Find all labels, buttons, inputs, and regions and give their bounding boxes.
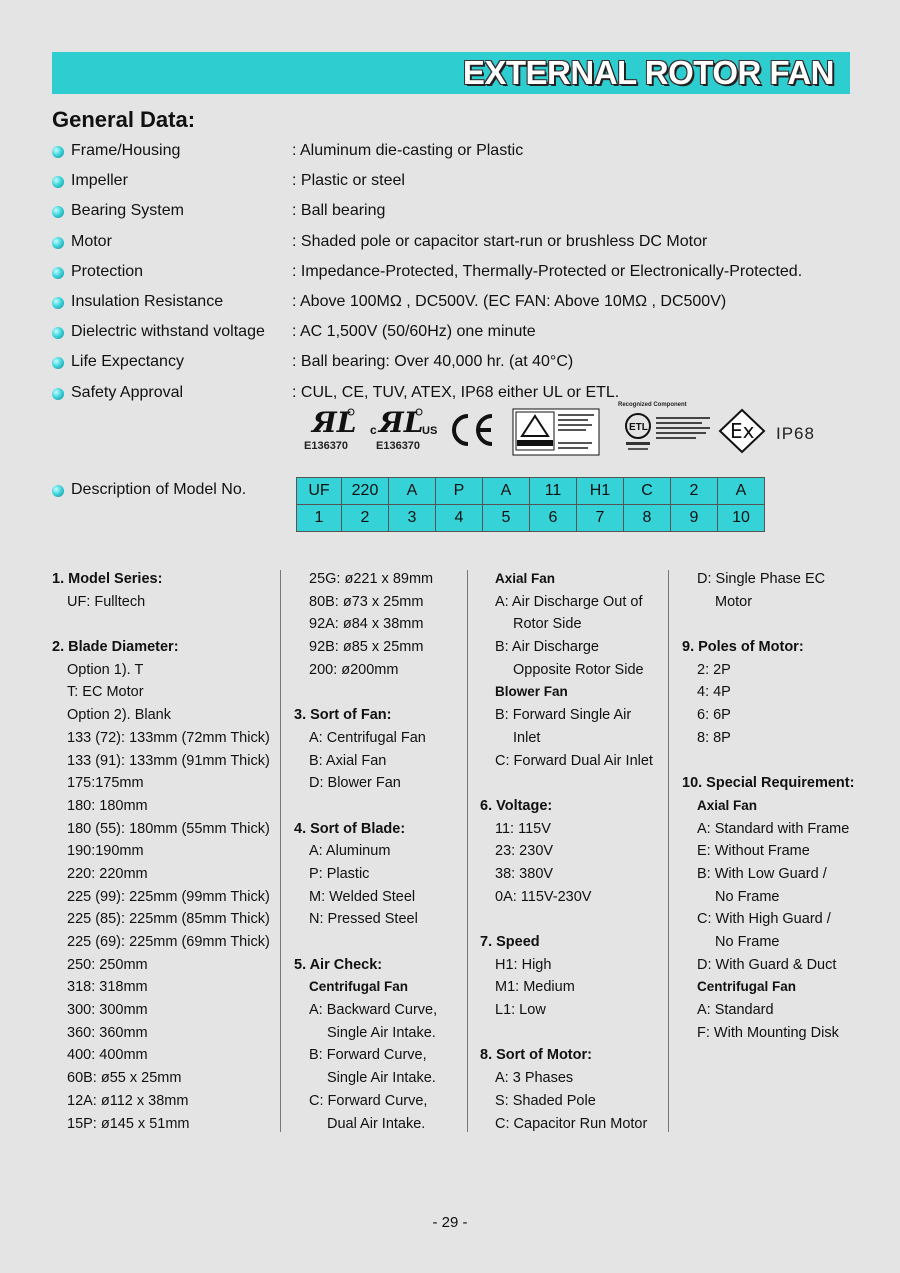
spec-line: 133 (72): 133mm (72mm Thick) xyxy=(67,729,270,746)
model-description-label: Description of Model No. xyxy=(71,481,247,498)
section-heading: 10. Special Requirement: xyxy=(682,775,855,792)
model-code-cell: A xyxy=(389,478,436,505)
spec-line: 8: 8P xyxy=(697,729,731,746)
spec-line: T: EC Motor xyxy=(67,684,144,701)
model-code-table xyxy=(296,477,765,532)
spec-line: 2: 2P xyxy=(697,661,731,678)
model-position-cell: 2 xyxy=(342,505,389,532)
cul-file-number: E136370 xyxy=(376,440,421,452)
spec-line: 4: 4P xyxy=(697,684,731,701)
spec-line: N: Pressed Steel xyxy=(309,911,418,928)
spacer xyxy=(294,795,437,818)
spec-line: C: Capacitor Run Motor xyxy=(495,1115,648,1132)
spec-line: B: Axial Fan xyxy=(309,752,387,769)
spec-line: A: Standard with Frame xyxy=(697,820,850,837)
spec-line: 38: 380V xyxy=(495,865,554,882)
spacer xyxy=(480,908,653,931)
spec-line: B: Air Discharge xyxy=(495,639,599,656)
bullet-icon xyxy=(52,267,64,279)
spacer xyxy=(480,1022,653,1045)
spacer xyxy=(52,613,270,636)
model-position-cell: 10 xyxy=(718,505,765,532)
spec-line: 300: 300mm xyxy=(67,1002,148,1019)
spec-line: D: With Guard & Duct xyxy=(697,956,837,973)
spec-line: Single Air Intake. xyxy=(327,1024,436,1041)
svg-text:c: c xyxy=(370,423,377,437)
spec-line: 25G: ø221 x 89mm xyxy=(309,571,434,587)
atex-ex-icon xyxy=(718,408,766,459)
spec-value: : Impedance-Protected, Thermally-Protected or Electronically-Protected. xyxy=(292,262,803,280)
model-code-cell: UF xyxy=(297,478,342,505)
bullet-icon xyxy=(52,206,64,218)
subsection-heading: Centrifugal Fan xyxy=(309,979,409,995)
spec-line: 92B: ø85 x 25mm xyxy=(309,639,424,656)
spec-line: Single Air Intake. xyxy=(327,1070,436,1087)
spec-line: 225 (69): 225mm (69mm Thick) xyxy=(67,934,270,950)
spec-line: 12A: ø112 x 38mm xyxy=(67,1092,189,1109)
spec-line: C: Forward Curve, xyxy=(309,1092,428,1109)
spec-line: B: Forward Single Air xyxy=(495,707,632,724)
spec-label: Frame/Housing xyxy=(71,142,181,159)
spec-line: 250: 250mm xyxy=(67,956,148,973)
column-divider xyxy=(467,570,468,1132)
spec-value: : Aluminum die-casting or Plastic xyxy=(292,142,524,159)
spec-line: Rotor Side xyxy=(513,616,582,633)
svg-text:ETL: ETL xyxy=(629,422,648,433)
spec-line: B: Forward Curve, xyxy=(309,1047,427,1064)
spec-line: A: Standard xyxy=(697,1002,774,1019)
etl-recognized-text: Recognized Component xyxy=(618,402,687,408)
subsection-heading: Blower Fan xyxy=(495,684,568,700)
spec-value: : Ball bearing xyxy=(292,202,386,220)
subsection-heading: Axial Fan xyxy=(495,571,556,586)
spec-line: 60B: ø55 x 25mm xyxy=(67,1070,182,1087)
model-code-cell: C xyxy=(624,478,671,505)
section-heading: 4. Sort of Blade: xyxy=(294,820,406,837)
spec-value: : Shaded pole or capacitor start-run or brushless DC Motor xyxy=(292,232,708,250)
model-code-cell: H1 xyxy=(577,478,624,505)
bullet-icon xyxy=(52,357,64,369)
spec-line: 23: 230V xyxy=(495,843,554,860)
model-position-cell: 4 xyxy=(436,505,483,532)
spec-line: Option 2). Blank xyxy=(67,707,171,724)
spacer xyxy=(682,750,854,773)
spec-line: C: Forward Dual Air Inlet xyxy=(495,752,653,769)
section-heading: 7. Speed xyxy=(480,934,540,950)
section-heading: 8. Sort of Motor: xyxy=(480,1047,592,1064)
spec-line: 11: 115V xyxy=(495,820,551,837)
spec-line: B: With Low Guard / xyxy=(697,865,827,882)
section-heading: 5. Air Check: xyxy=(294,956,383,973)
spacer xyxy=(294,931,437,954)
section-heading: 2. Blade Diameter: xyxy=(52,639,179,656)
spec-line: 360: 360mm xyxy=(67,1024,148,1041)
section-heading: 3. Sort of Fan: xyxy=(294,707,392,724)
spec-label: Safety Approval xyxy=(71,383,184,401)
spec-line: No Frame xyxy=(715,888,780,905)
ip68-label: IP68 xyxy=(776,424,815,443)
svg-text:US: US xyxy=(422,425,438,437)
spec-line: H1: High xyxy=(495,956,552,973)
spec-line: E: Without Frame xyxy=(697,843,810,860)
section-heading: 1. Model Series: xyxy=(52,571,163,587)
spec-line: C: With High Guard / xyxy=(697,911,831,928)
ul-file-number: E136370 xyxy=(304,440,349,452)
spec-line: 175:175mm xyxy=(67,775,144,792)
model-position-cell: 9 xyxy=(671,505,718,532)
spec-line: F: With Mounting Disk xyxy=(697,1024,839,1041)
subsection-heading: Axial Fan xyxy=(697,797,758,813)
spec-label: Life Expectancy xyxy=(71,353,184,371)
spec-line: A: Air Discharge Out of xyxy=(495,593,643,610)
spec-line: A: 3 Phases xyxy=(495,1070,574,1087)
spec-line: 180 (55): 180mm (55mm Thick) xyxy=(67,820,270,837)
spec-line: Option 1). T xyxy=(67,661,144,678)
spec-line: 200: ø200mm xyxy=(309,661,399,678)
spec-line: M1: Medium xyxy=(495,979,575,996)
spec-line: Opposite Rotor Side xyxy=(513,661,644,678)
bullet-icon xyxy=(52,237,64,249)
spec-line: 225 (85): 225mm (85mm Thick) xyxy=(67,911,270,928)
section-heading: 6. Voltage: xyxy=(480,797,553,814)
model-position-cell: 3 xyxy=(389,505,436,532)
spec-label: Protection xyxy=(71,262,144,280)
spec-line: 220: 220mm xyxy=(67,865,148,882)
spacer xyxy=(480,772,653,795)
model-position-cell: 5 xyxy=(483,505,530,532)
spec-line: Dual Air Intake. xyxy=(327,1115,426,1132)
spacer xyxy=(294,681,437,704)
spec-line: P: Plastic xyxy=(309,865,370,882)
bullet-icon xyxy=(52,327,64,339)
spec-value: : AC 1,500V (50/60Hz) one minute xyxy=(292,323,536,341)
column-3 xyxy=(480,568,653,1135)
spec-line: 318: 318mm xyxy=(67,979,148,996)
bullet-icon xyxy=(52,176,64,188)
spec-line: D: Blower Fan xyxy=(309,775,401,792)
spec-line: M: Welded Steel xyxy=(309,888,416,905)
spec-label: Bearing System xyxy=(71,202,184,220)
general-data-heading: General Data: xyxy=(52,107,196,132)
model-code-cell: A xyxy=(718,478,765,505)
spec-value: : Above 100MΩ , DC500V. (EC FAN: Above 10MΩ , DC500V) xyxy=(292,293,727,310)
spec-line: 400: 400mm xyxy=(67,1047,148,1064)
spec-line: 225 (99): 225mm (99mm Thick) xyxy=(67,888,270,905)
column-divider xyxy=(668,570,669,1132)
bullet-icon xyxy=(52,388,64,400)
spec-label: Motor xyxy=(71,232,112,250)
spec-value: : Plastic or steel xyxy=(292,172,405,190)
page-number: - 29 - xyxy=(432,1214,468,1231)
spec-line: 0A: 115V-230V xyxy=(495,888,592,905)
model-position-cell: 6 xyxy=(530,505,577,532)
spec-line: A: Backward Curve, xyxy=(309,1002,438,1019)
spec-line: D: Single Phase EC xyxy=(697,571,826,587)
spec-line: No Frame xyxy=(715,934,780,950)
svg-text:Ex: Ex xyxy=(730,419,755,443)
model-code-cell: P xyxy=(436,478,483,505)
spec-line: 180: 180mm xyxy=(67,797,148,814)
column-2 xyxy=(294,568,437,1135)
certification-logos xyxy=(298,402,858,456)
spec-label: Impeller xyxy=(71,172,128,190)
model-code-cell: A xyxy=(483,478,530,505)
spec-line: L1: Low xyxy=(495,1002,546,1019)
column-divider xyxy=(280,570,281,1132)
ul-logo-icon xyxy=(302,406,362,456)
spec-line: S: Shaded Pole xyxy=(495,1092,596,1109)
header-banner xyxy=(52,52,850,94)
cul-logo-icon xyxy=(370,406,440,456)
model-code-cell: 2 xyxy=(671,478,718,505)
spec-line: 6: 6P xyxy=(697,707,731,724)
model-codes-row xyxy=(297,478,765,505)
bullet-icon xyxy=(52,485,64,497)
spec-line: 190:190mm xyxy=(67,843,144,860)
spec-label: Insulation Resistance xyxy=(71,293,224,310)
tuv-logo-icon xyxy=(512,408,600,461)
spec-line: 80B: ø73 x 25mm xyxy=(309,593,424,610)
spec-value: : CUL, CE, TUV, ATEX, IP68 either UL or ETL. xyxy=(292,383,620,401)
spec-line: Motor xyxy=(715,593,753,610)
spec-line: A: Aluminum xyxy=(309,843,391,860)
model-code-cell: 11 xyxy=(530,478,577,505)
spec-line: UF: Fulltech xyxy=(67,593,146,610)
spec-line: 133 (91): 133mm (91mm Thick) xyxy=(67,752,270,769)
column-1 xyxy=(52,568,270,1135)
section-heading: 9. Poles of Motor: xyxy=(682,639,804,656)
svg-text:ЯL: ЯL xyxy=(379,406,424,438)
subsection-heading: Centrifugal Fan xyxy=(697,979,797,995)
bullet-icon xyxy=(52,146,64,158)
spec-line: 92A: ø84 x 38mm xyxy=(309,616,424,633)
spec-line: 15P: ø145 x 51mm xyxy=(67,1115,190,1132)
model-position-cell: 7 xyxy=(577,505,624,532)
etl-logo-icon xyxy=(616,402,712,454)
spec-value: : Ball bearing: Over 40,000 hr. (at 40°C) xyxy=(292,353,574,371)
spec-line: A: Centrifugal Fan xyxy=(309,729,426,746)
ce-mark-icon xyxy=(448,410,496,455)
svg-text:ЯL: ЯL xyxy=(312,406,357,438)
spacer xyxy=(682,613,854,636)
model-positions-row xyxy=(297,505,765,532)
model-position-cell: 1 xyxy=(297,505,342,532)
page-title: EXTERNAL ROTOR FAN xyxy=(462,54,834,91)
model-position-cell: 8 xyxy=(624,505,671,532)
bullet-icon xyxy=(52,297,64,309)
model-code-cell: 220 xyxy=(342,478,389,505)
column-4 xyxy=(682,568,854,1044)
spec-label: Dielectric withstand voltage xyxy=(71,323,265,341)
spec-line: Inlet xyxy=(513,729,541,746)
